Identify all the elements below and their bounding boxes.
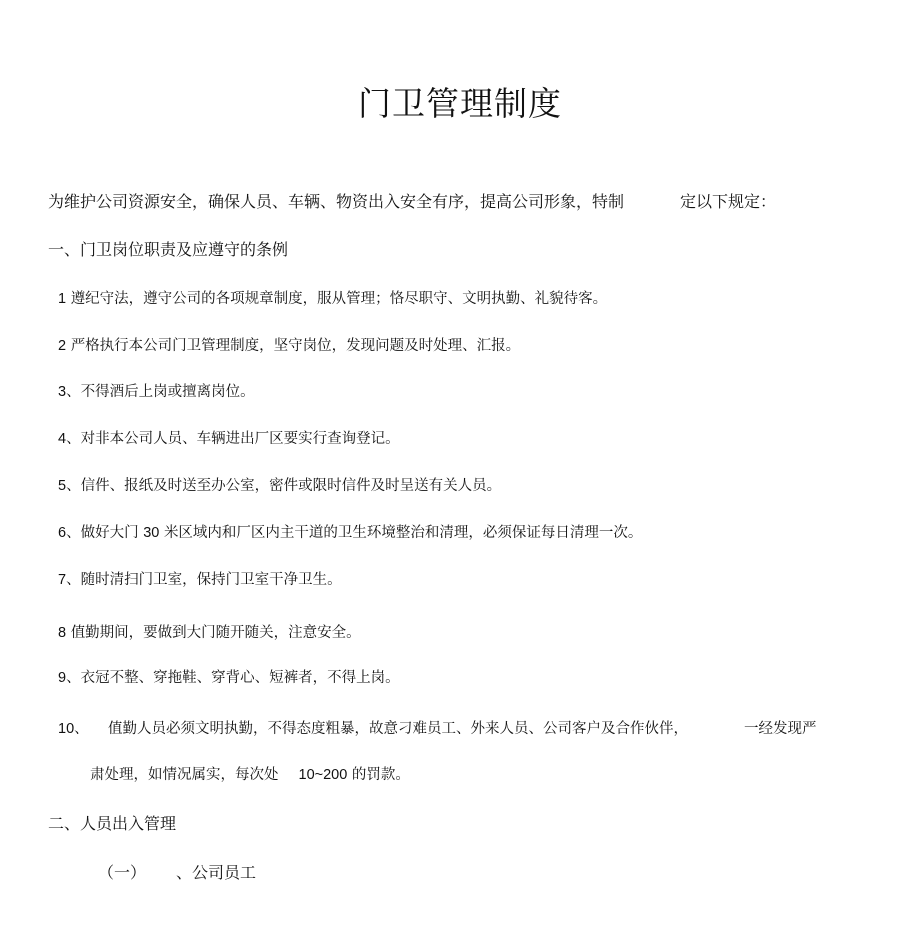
rule-text: 、对非本公司人员、车辆进出厂区要实行查询登记。 xyxy=(66,431,400,447)
rule-item-6 xyxy=(58,521,642,542)
rule-text: 、衣冠不整、穿拖鞋、穿背心、短裤者，不得上岗。 xyxy=(66,670,400,686)
rule-number: 3 xyxy=(58,384,67,400)
rule-item-9 xyxy=(58,666,400,687)
rule-text-b: 一经发现严 xyxy=(744,721,817,737)
rule-number: 4 xyxy=(58,431,67,447)
rule-item-7 xyxy=(58,568,342,589)
rule-text-a: 、做好大门 xyxy=(66,525,139,541)
document-title: 门卫管理制度 xyxy=(358,84,562,123)
intro-paragraph xyxy=(48,189,776,212)
rule-number: 8 xyxy=(58,625,67,641)
rule-item-5 xyxy=(58,474,501,495)
rule-number: 6 xyxy=(58,525,67,541)
rule-item-1 xyxy=(58,287,607,308)
rule-number: 7 xyxy=(58,572,67,588)
rule-item-8 xyxy=(58,621,361,642)
intro-text-part1: 为维护公司资源安全，确保人员、车辆、物资出入安全有序，提高公司形象，特制 xyxy=(48,192,625,211)
rule-number: 5 xyxy=(58,478,67,494)
rule-number: 10、 xyxy=(58,721,89,737)
rule-item-10-continuation xyxy=(90,763,410,784)
rule-number: 1 xyxy=(58,291,67,307)
rule-item-2 xyxy=(58,334,520,355)
fine-range: 10~200 xyxy=(298,767,348,783)
intro-text-part2: 定以下规定： xyxy=(680,192,777,211)
rule-cont-text-b: 的罚款。 xyxy=(351,767,410,783)
rule-text: 、信件、报纸及时送至办公室，密件或限时信件及时呈送有关人员。 xyxy=(66,478,502,494)
rule-text: 、不得酒后上岗或擅离岗位。 xyxy=(66,384,255,400)
section2-heading: 二、人员出入管理 xyxy=(48,814,177,833)
rule-text-b: 米区域内和厂区内主干道的卫生环境整治和清理，必须保证每日清理一次。 xyxy=(163,525,643,541)
rule-text: 遵纪守法，遵守公司的各项规章制度，服从管理；恪尽职守、文明执勤、礼貌待客。 xyxy=(70,291,608,307)
rule-number: 2 xyxy=(58,338,67,354)
section1-heading: 一、门卫岗位职责及应遵守的条例 xyxy=(48,240,289,259)
rule-cont-text-a: 肃处理，如情况属实，每次处 xyxy=(90,767,279,783)
rule-item-4 xyxy=(58,427,400,448)
rule-text-a: 值勤人员必须文明执勤，不得态度粗暴，故意刁难员工、外来人员、公司客户及合作伙伴， xyxy=(108,721,688,737)
sub-heading-text: 、公司员工 xyxy=(176,863,257,882)
rule-number: 9 xyxy=(58,670,67,686)
rule-item-3 xyxy=(58,380,255,401)
rule-text: 值勤期间，要做到大门随开随关，注意安全。 xyxy=(70,625,361,641)
sub-heading-staff xyxy=(98,860,256,883)
rule-text: 严格执行本公司门卫管理制度，坚守岗位，发现问题及时处理、汇报。 xyxy=(70,338,521,354)
rule-text: 、随时清扫门卫室，保持门卫室干净卫生。 xyxy=(66,572,342,588)
sub-heading-number: （一） xyxy=(98,863,147,882)
rule-item-10 xyxy=(58,717,817,738)
rule-distance-number: 30 xyxy=(143,525,160,541)
